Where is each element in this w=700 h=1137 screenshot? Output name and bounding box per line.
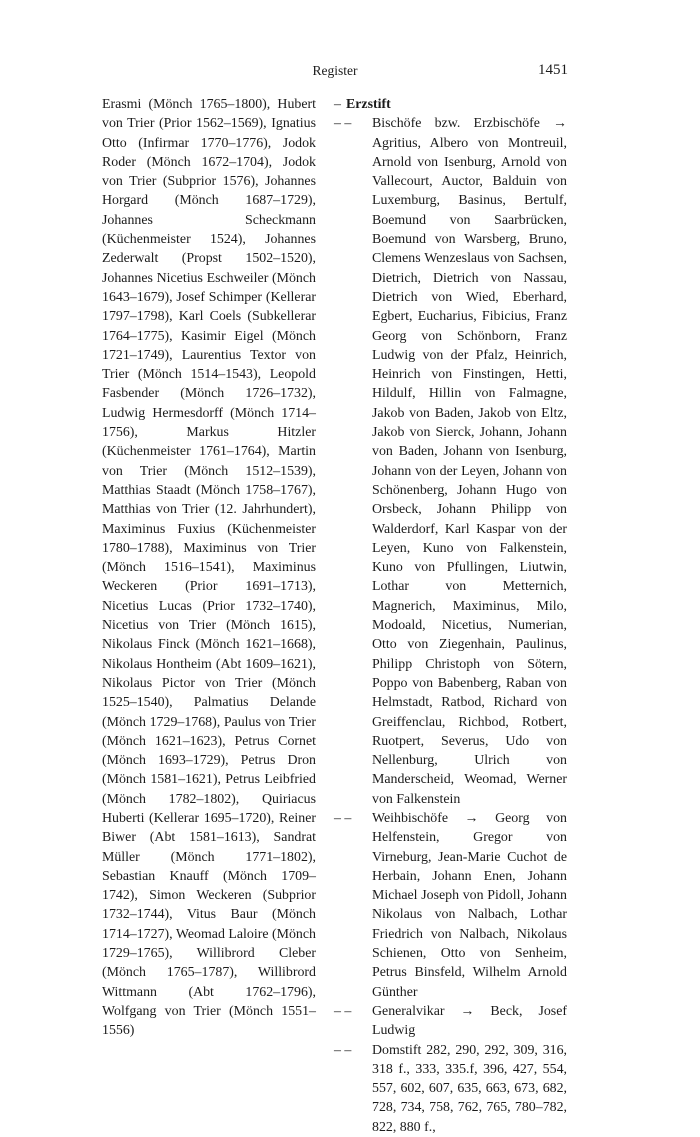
entry-dash: – — [334, 97, 341, 112]
page-header — [102, 62, 568, 82]
page-number: 1451 — [538, 62, 568, 78]
running-title: Register — [312, 63, 358, 78]
entry-dash: – – — [334, 810, 352, 826]
left-column-text: Erasmi (Mönch 1765–1800), Hubert von Trier (Prior 1562–1569), Ignatius Otto (Infirmar 1770–1776), Jodok Roder (Mönch 1672–1704), Jodok von Trier (Subprior 1576), Johannes Horgard (Mönch 1687–1729), Johannes Scheckmann (Küchenmeister 1524), Johannes Zederwalt (Propst 1502–1520), Johannes Nicetius Eschweiler (Mönch 1643–1679), Josef Schimper (Kellerar 1797–1798), Karl Coels (Subkellerar 1764–1775), Kasimir Eigel (Mönch 1721–1749), Laurentius Textor von Trier (Mönch 1514–1543), Leopold Fasbender (Mönch 1726–1732), Ludwig Hermesdorff (Mönch 1714–1756), Markus Hitzler (Küchenmeister 1761–1764), Martin von Trier (Mönch 1512–1539), Matthias Staadt (Mönch 1758–1767), Matthias von Trier (12. Jahrhundert), Maximinus Fuxius (Küchenmeister 1780–1788), Maximinus von Trier (Mönch 1516–1541), Maximinus Weckeren (Prior 1691–1713), Nicetius Lucas (Prior 1732–1740), Nicetius von Trier (Mönch 1615), Nikolaus Finck (Mönch 1621–1668), Nikolaus Hontheim (Abt 1609–1621), Nikolaus Pictor von Trier (Mönch 1525–1540), Palmatius Delande (Mönch 1729–1768), Paulus von Trier (Mönch 1621–1623), Petrus Cornet (Mönch 1693–1729), Petrus Dron (Mönch 1581–1621), Petrus Leibfried (Mönch 1782–1802), Quiriacus Huberti (Kellerar 1695–1720), Reiner Biwer (Abt 1581–1613), Sandrat Müller (Mönch 1771–1802), Sebastian Knauff (Mönch 1709–1742), Simon Weckeren (Subprior 1732–1744), Vitus Baur (Mönch 1714–1727), Weomad Laloire (Mönch 1729–1765), Willibrord Cleber (Mönch 1765–1787), Willibrord Wittmann (Abt 1762–1796), Wolfgang von Trier (Mönch 1551–1556) — [102, 97, 316, 1039]
index-entry-generalvikar — [334, 1002, 567, 1041]
right-column — [334, 95, 567, 1137]
entry-dash: – – — [334, 1042, 352, 1058]
entry-text: Domstift 282, 290, 292, 309, 316, 318 f., 333, 335.f, 396, 427, 554, 557, 602, 607, 635, 663, 673, 682, 728, 734, 758, 762, 765, 780–782, 822, 880 f., — [372, 1042, 567, 1135]
index-entry-erzstift — [334, 95, 567, 114]
entry-dash: – – — [334, 116, 352, 132]
entry-text: Weihbischöfe → Georg von Helfenstein, Gregor von Virneburg, Jean-Marie Cuchot de Herbain, Johann Enen, Johann Michael Joseph von Pidoll, Johann Nikolaus von Nalbach, Lothar Friedrich von Nalbach, Nikolaus Schienen, Otto von Senheim, Petrus Binsfeld, Wilhelm Arnold Günther — [372, 810, 567, 1000]
left-column — [102, 95, 316, 1041]
index-entry-domstift — [334, 1041, 567, 1137]
entry-text: Generalvikar → Beck, Josef Ludwig — [372, 1003, 567, 1039]
index-entry-weihbischoefe — [334, 809, 567, 1002]
index-entry-bischoefe — [334, 114, 567, 809]
entry-dash: – – — [334, 1003, 352, 1019]
entry-text: Bischöfe bzw. Erzbischöfe → Agritius, Albero von Montreuil, Arnold von Isenburg, Arnold von Vallecourt, Auctor, Balduin von Luxemburg, Basinus, Bertulf, Boemund von Saarbrücken, Boemund von Warsberg, Bruno, Clemens Wenzeslaus von Sachsen, Dietrich, Dietrich von Nassau, Dietrich von Wied, Eberhard, Egbert, Eucharius, Fibicius, Franz Georg von Schönborn, Franz Ludwig von der Pfalz, Heinrich, Heinrich von Finstingen, Hetti, Hildulf, Hillin von Falmagne, Jakob von Baden, Jakob von Eltz, Jakob von Sierck, Johann, Johann von Baden, Johann von Isenburg, Johann von der Leyen, Johann von Schönenberg, Johann Hugo von Orsbeck, Johann Philipp von Walderdorf, Karl Kaspar von der Leyen, Kuno von Falkenstein, Kuno von Pfullingen, Liutwin, Lothar von Metternich, Magnerich, Maximinus, Milo, Modoald, Nicetius, Numerian, Otto von Ziegenhain, Paulinus, Philipp Christoph von Sötern, Poppo von Babenberg, Raban von Helmstadt, Ratbod, Richard von Greiffenclau, Richbod, Rotbert, Ruotpert, Severus, Udo von Nellenburg, Ulrich von Manderscheid, Weomad, Werner von Falkenstein — [372, 116, 567, 807]
entry-heading: Erzstift — [346, 97, 391, 112]
